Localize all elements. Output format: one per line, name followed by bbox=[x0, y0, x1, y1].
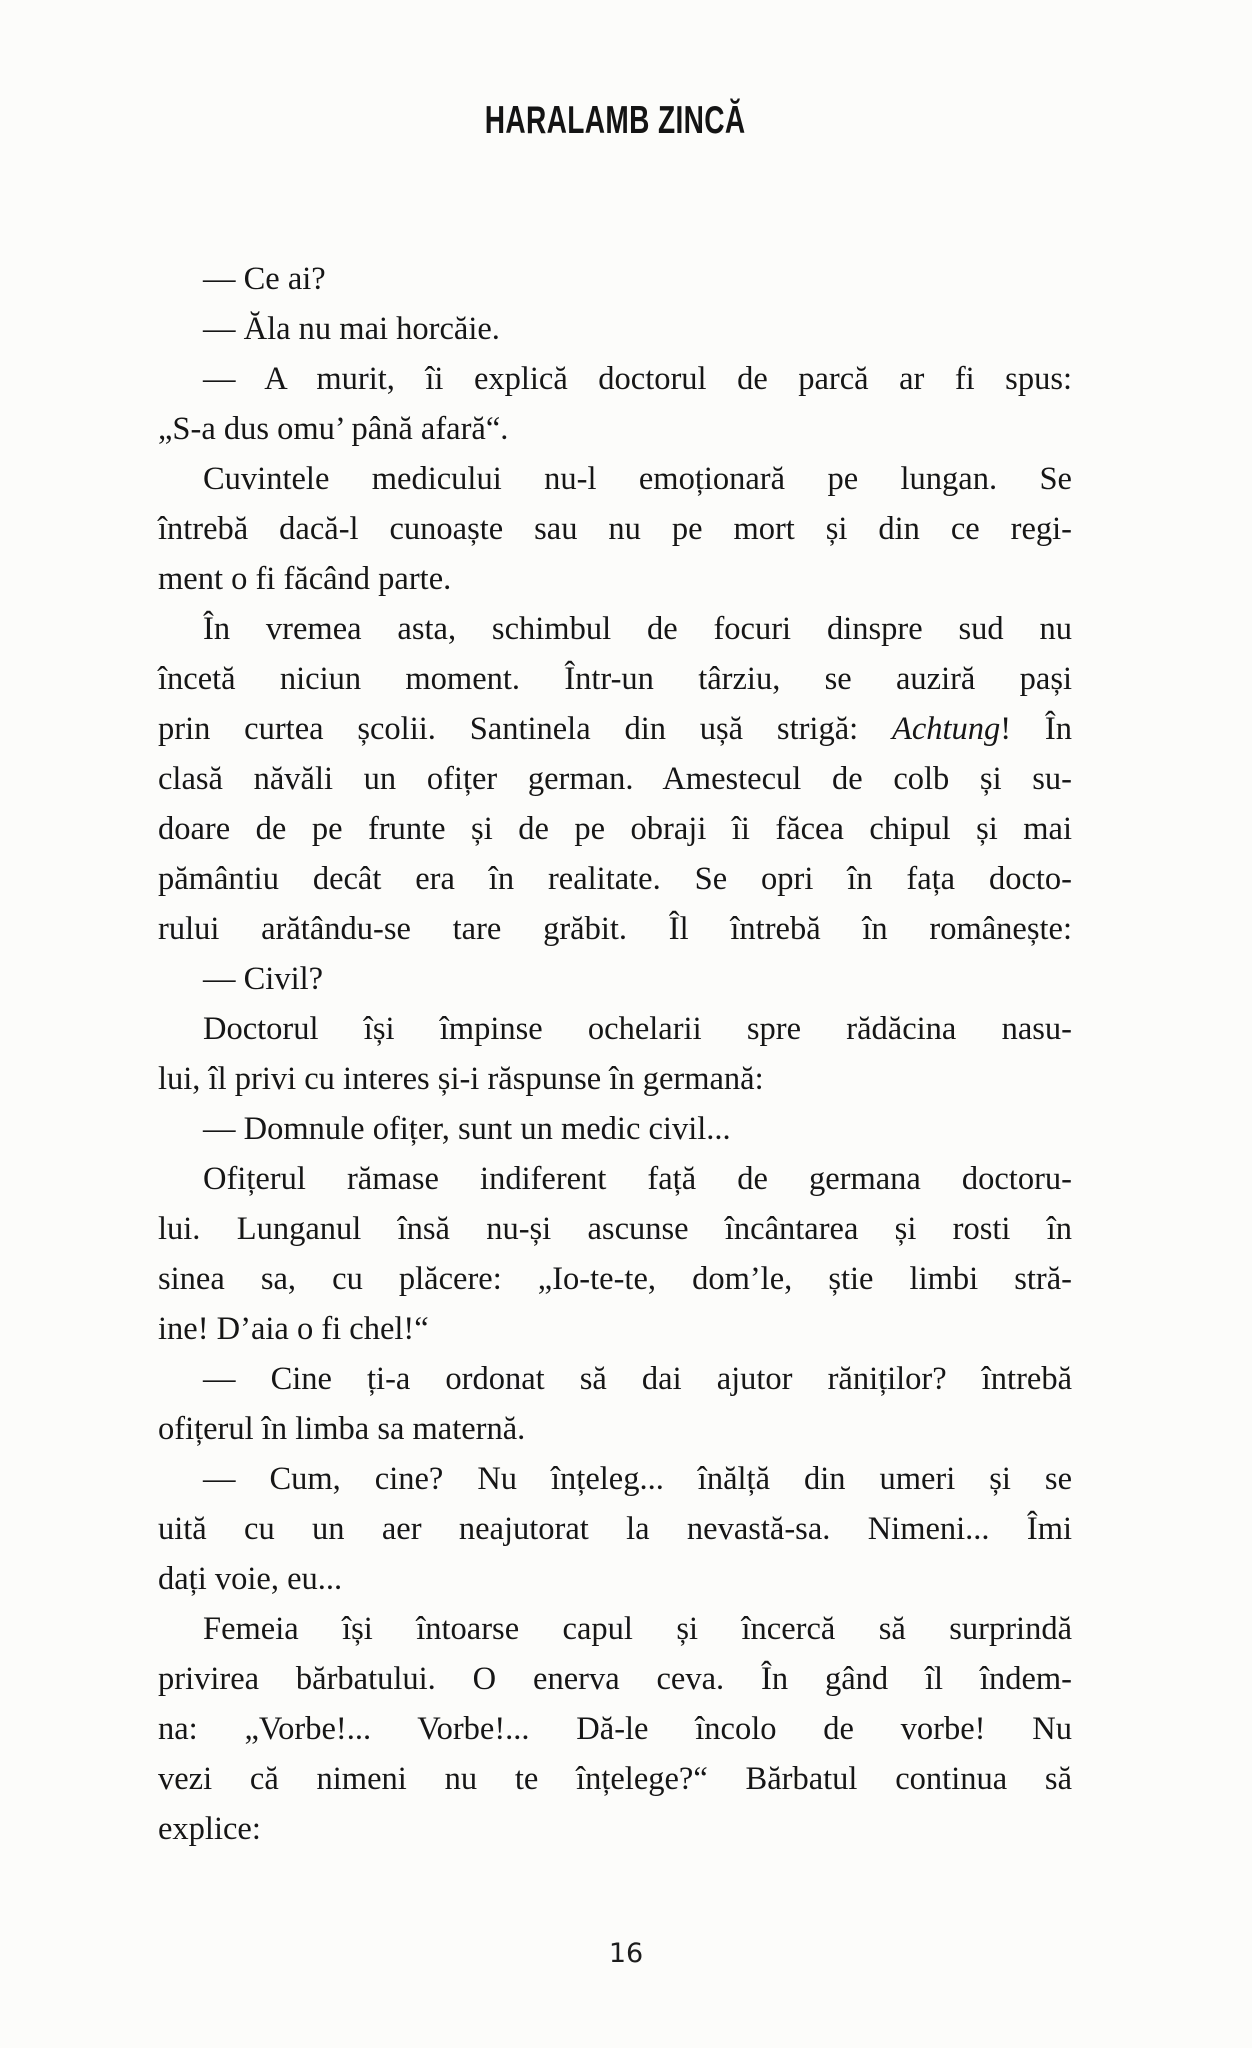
running-header bbox=[158, 101, 1072, 140]
text-line bbox=[158, 1604, 1072, 1654]
text-line bbox=[158, 904, 1072, 954]
text-segment: — Domnule ofițer, sunt un medic civil... bbox=[203, 1111, 731, 1147]
text-segment: Ofițerul rămase indiferent față de germana doctoru- bbox=[203, 1161, 1072, 1197]
text-segment: „S-a dus omu’ până afară“. bbox=[158, 411, 509, 447]
text-segment: privirea bărbatului. O enerva ceva. În gând îl îndem- bbox=[158, 1661, 1072, 1697]
text-segment: Cuvintele medicului nu-l emoționară pe lungan. Se bbox=[203, 461, 1072, 497]
text-line bbox=[158, 354, 1072, 404]
text-line bbox=[158, 954, 1072, 1004]
text-line bbox=[158, 1754, 1072, 1804]
author-name: HARALAMB ZINCĂ bbox=[484, 99, 746, 142]
text-line bbox=[158, 1304, 1072, 1354]
italic-text: Achtung bbox=[891, 711, 1001, 747]
text-segment: În vremea asta, schimbul de focuri dinspre sud nu bbox=[203, 611, 1072, 647]
text-segment: uită cu un aer neajutorat la nevastă-sa. Nimeni... Îmi bbox=[158, 1511, 1072, 1547]
text-segment: prin curtea școlii. Santinela din ușă strigă: bbox=[158, 711, 892, 747]
text-line bbox=[158, 1254, 1072, 1304]
text-line bbox=[158, 754, 1072, 804]
text-line bbox=[158, 1654, 1072, 1704]
text-segment: lui. Lunganul însă nu-și ascunse încântarea și rosti în bbox=[158, 1211, 1072, 1247]
text-segment: vezi că nimeni nu te înțelege?“ Bărbatul continua să bbox=[158, 1761, 1072, 1797]
text-segment: — A murit, îi explică doctorul de parcă ar fi spus: bbox=[203, 361, 1072, 397]
text-line bbox=[158, 1354, 1072, 1404]
text-segment: rului arătându-se tare grăbit. Îl întrebă în românește: bbox=[158, 911, 1072, 947]
text-segment: ofițerul în limba sa maternă. bbox=[158, 1411, 526, 1447]
text-segment: na: „Vorbe!... Vorbe!... Dă-le încolo de vorbe! Nu bbox=[158, 1711, 1072, 1747]
text-block bbox=[158, 254, 1072, 1854]
text-segment: sinea sa, cu plăcere: „Io-te-te, dom’le, știe limbi stră- bbox=[158, 1261, 1072, 1297]
text-segment: dați voie, eu... bbox=[158, 1561, 343, 1597]
text-segment: clasă năvăli un ofițer german. Amestecul de colb și su- bbox=[158, 761, 1072, 797]
text-segment: — Ce ai? bbox=[203, 261, 326, 297]
text-line bbox=[158, 854, 1072, 904]
text-line bbox=[158, 1704, 1072, 1754]
text-segment: pământiu decât era în realitate. Se opri în fața docto- bbox=[158, 861, 1072, 897]
text-line bbox=[158, 604, 1072, 654]
text-segment: ment o fi făcând parte. bbox=[158, 561, 452, 597]
text-line bbox=[158, 1154, 1072, 1204]
text-line bbox=[158, 504, 1072, 554]
text-segment: — Cum, cine? Nu înțeleg... înălță din umeri și se bbox=[203, 1461, 1072, 1497]
text-line bbox=[158, 1004, 1072, 1054]
text-segment: întrebă dacă-l cunoaște sau nu pe mort și din ce regi- bbox=[158, 511, 1072, 547]
text-line bbox=[158, 1204, 1072, 1254]
text-line bbox=[158, 1504, 1072, 1554]
text-line bbox=[158, 1554, 1072, 1604]
text-line bbox=[158, 704, 1072, 754]
text-line bbox=[158, 654, 1072, 704]
text-line bbox=[158, 1104, 1072, 1154]
text-segment: explice: bbox=[158, 1811, 261, 1847]
text-segment: încetă niciun moment. Într-un târziu, se auziră pași bbox=[158, 661, 1072, 697]
text-line bbox=[158, 254, 1072, 304]
text-line bbox=[158, 304, 1072, 354]
text-segment: ! În bbox=[1000, 711, 1072, 747]
text-line bbox=[158, 804, 1072, 854]
text-segment: lui, îl privi cu interes și-i răspunse în germană: bbox=[158, 1061, 764, 1097]
text-segment: — Ăla nu mai horcăie. bbox=[203, 311, 500, 347]
text-segment: — Cine ți-a ordonat să dai ajutor răniților? întrebă bbox=[203, 1361, 1072, 1397]
text-segment: ine! D’aia o fi chel!“ bbox=[158, 1311, 429, 1347]
text-line bbox=[158, 554, 1072, 604]
page-number: 16 bbox=[608, 1938, 644, 1969]
text-line bbox=[158, 1454, 1072, 1504]
text-segment: — Civil? bbox=[203, 961, 324, 997]
text-segment: Femeia își întoarse capul și încercă să surprindă bbox=[203, 1611, 1072, 1647]
text-line bbox=[158, 404, 1072, 454]
text-segment: doare de pe frunte și de pe obraji îi făcea chipul și mai bbox=[158, 811, 1072, 847]
text-line bbox=[158, 1404, 1072, 1454]
text-line bbox=[158, 454, 1072, 504]
text-line bbox=[158, 1804, 1072, 1854]
text-line bbox=[158, 1054, 1072, 1104]
text-segment: Doctorul își împinse ochelarii spre rădăcina nasu- bbox=[203, 1011, 1072, 1047]
